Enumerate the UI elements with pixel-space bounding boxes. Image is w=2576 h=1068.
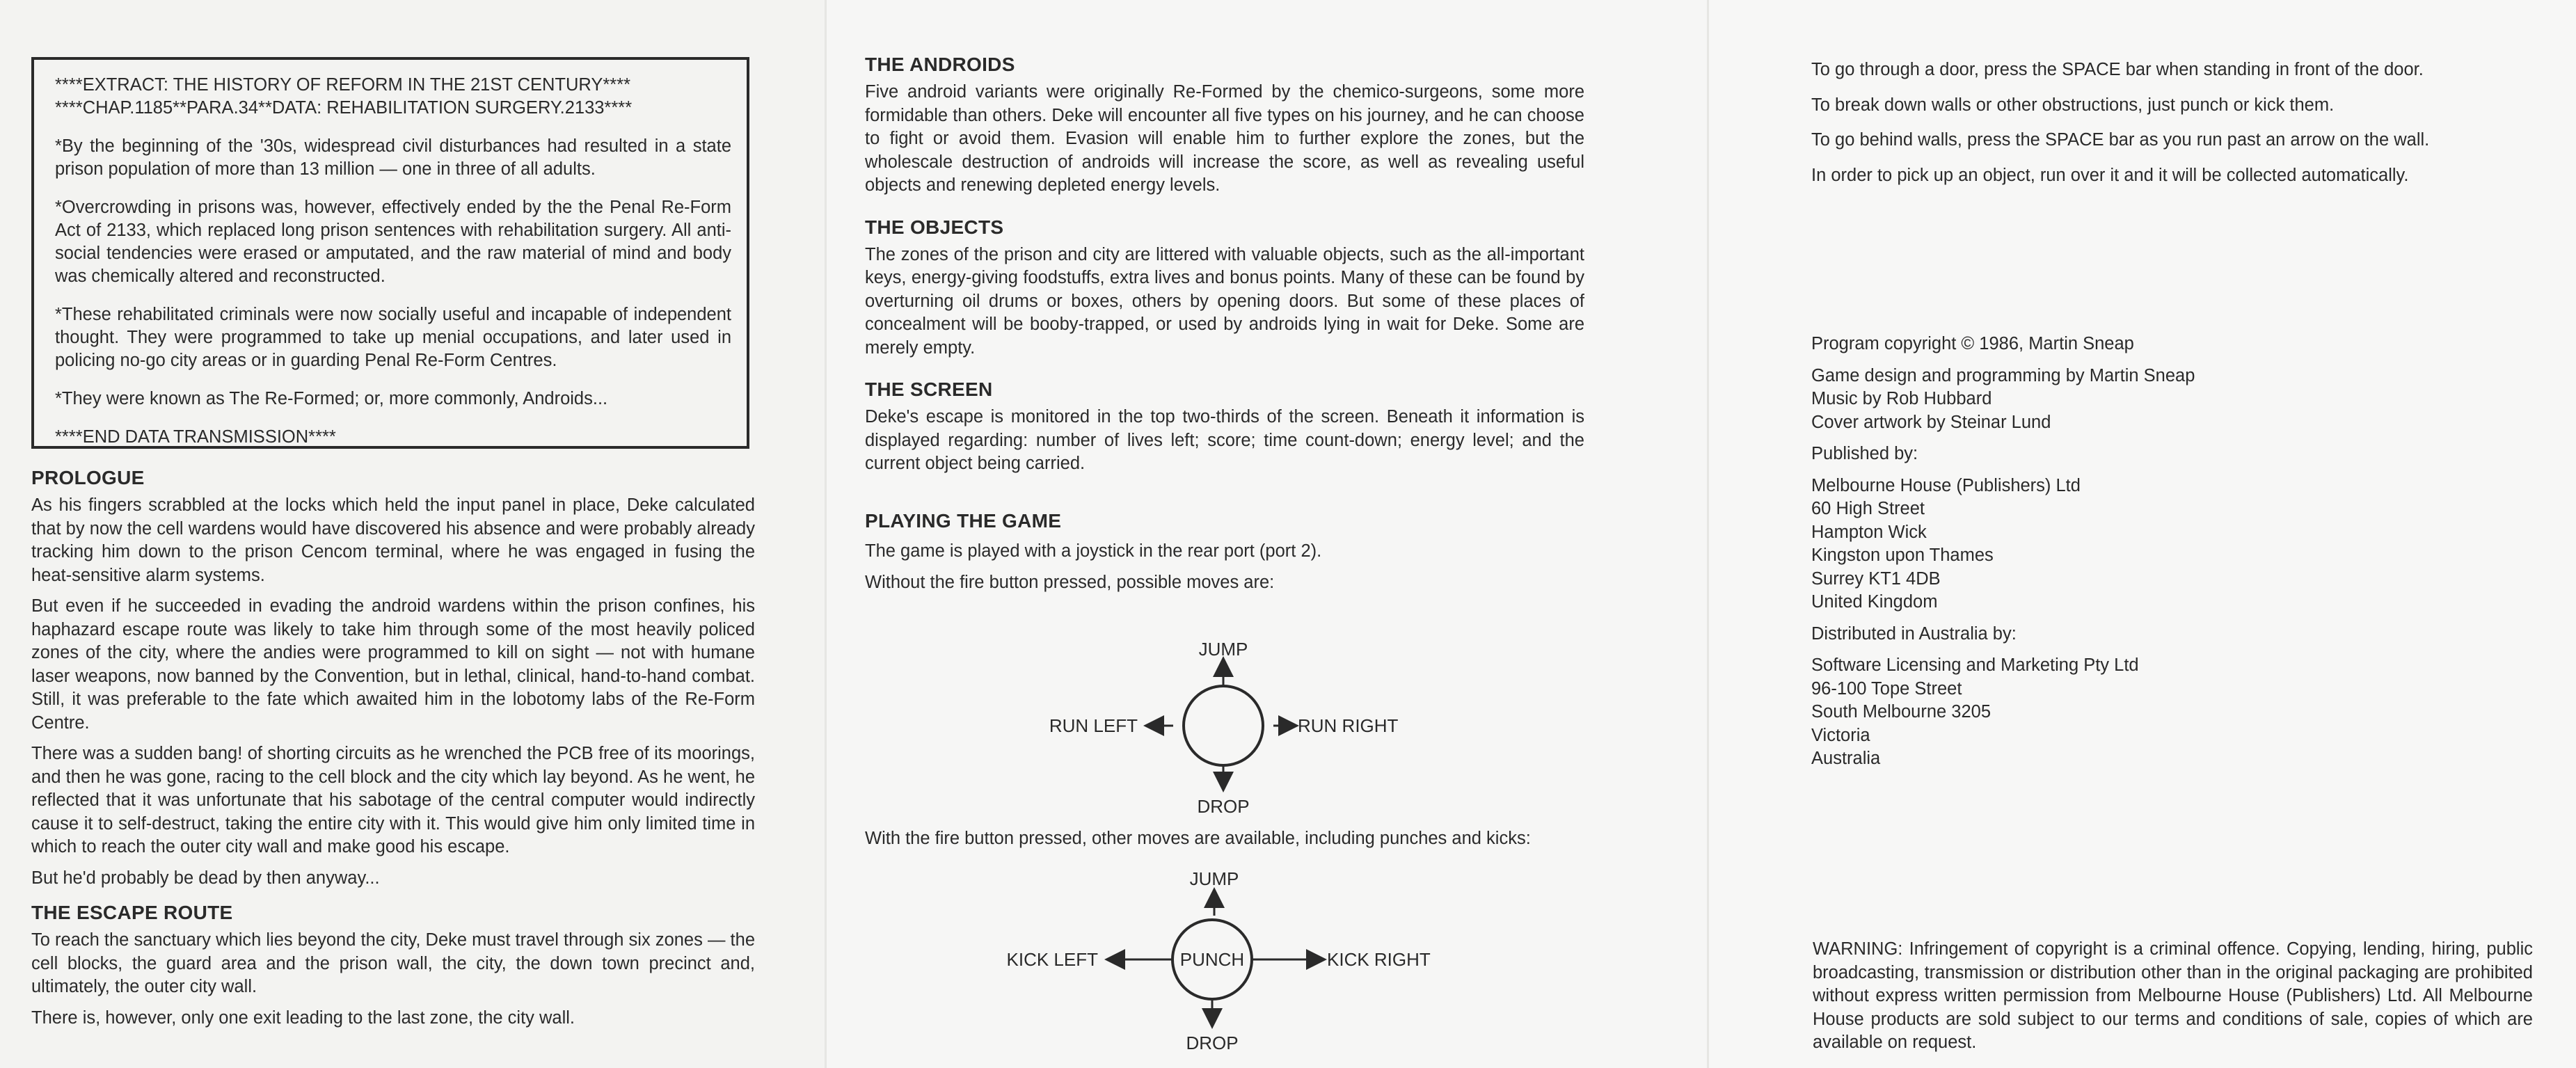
diagram2-center-label: PUNCH bbox=[1179, 949, 1245, 970]
androids-heading: THE ANDROIDS bbox=[865, 54, 1015, 75]
music-credit: Music by Rob Hubbard bbox=[1811, 389, 1992, 408]
publisher-address-line: Surrey KT1 4DB bbox=[1811, 568, 1941, 589]
diagram1-left-label: RUN LEFT bbox=[1049, 715, 1138, 736]
diagram1-down-label: DROP bbox=[1197, 796, 1250, 817]
middle-column bbox=[865, 53, 1584, 603]
extract-paragraph-1: *By the beginning of the '30s, widespread civil disturbances had resulted in a state prison population of more than 13 million — one in three of all adults. bbox=[55, 136, 731, 179]
extract-footer: ****END DATA TRANSMISSION**** bbox=[55, 427, 336, 447]
publisher-address-line: 60 High Street bbox=[1811, 499, 1925, 518]
prologue-paragraph-2: But even if he succeeded in evading the android wardens within the prison confines, his haphazard escape route was likely to take him through some of the most heavily policed zones of the city, where the andies were programmed to kill on sight — not with humane laser weapons, now banned by the Convention, but in lethal, clinical, hand-to-hand combat. Still, it was preferable to the fate which awaited him in the lobotomy labs of the Re-Form Centre. bbox=[31, 596, 755, 733]
diagram1-up-label: JUMP bbox=[1198, 639, 1248, 660]
controls-line-4: In order to pick up an object, run over it and it will be collected automatically. bbox=[1811, 165, 2409, 185]
escape-route-paragraph-1: To reach the sanctuary which lies beyond the city, Deke must travel through six zones — the cell blocks, the guard area and the prison wall, the city, the down town precinct and, ultimately, the outer city wall. bbox=[31, 930, 755, 996]
distributor-address-line: Victoria bbox=[1811, 725, 1870, 745]
fold-line-left bbox=[825, 0, 827, 1068]
copyright-line: Program copyright © 1986, Martin Sneap bbox=[1811, 334, 2134, 353]
extract-header-2: ****CHAP.1185**PARA.34**DATA: REHABILITATION SURGERY.2133**** bbox=[55, 98, 633, 118]
distributor-address-line: South Melbourne 3205 bbox=[1811, 702, 1991, 722]
diagram2-right-label: KICK RIGHT bbox=[1327, 949, 1431, 970]
extract-header-1: ****EXTRACT: THE HISTORY OF REFORM IN THE 21ST CENTURY**** bbox=[55, 75, 631, 95]
credits-block bbox=[1811, 333, 2438, 779]
distributor-address-line: Australia bbox=[1811, 749, 1881, 768]
controls-line-1: To go through a door, press the SPACE bar when standing in front of the door. bbox=[1811, 60, 2424, 79]
playing-heading: PLAYING THE GAME bbox=[865, 509, 1062, 532]
design-credit: Game design and programming by Martin Sneap bbox=[1811, 365, 2195, 385]
screen-paragraph: Deke's escape is monitored in the top two-thirds of the screen. Beneath it information is displayed regarding: number of lives left; score; time count-down; energy level; and the current object being carried. bbox=[865, 407, 1584, 473]
objects-paragraph: The zones of the prison and city are littered with valuable objects, such as the all-important keys, energy-giving foodstuffs, extra lives and bonus points. Many of these can be found by overturning oil drums or boxes, others by opening doors. But some of these places of concealment will be booby-trapped, or used by androids lying in wait for Deke. Some are merely empty. bbox=[865, 244, 1584, 358]
fold-line-right bbox=[1707, 0, 1709, 1068]
publisher-address-line: Kingston upon Thames bbox=[1811, 545, 1994, 565]
playing-paragraph-1: The game is played with a joystick in the rear port (port 2). bbox=[865, 541, 1322, 561]
cover-credit: Cover artwork by Steinar Lund bbox=[1811, 412, 2051, 432]
objects-heading: THE OBJECTS bbox=[865, 216, 1004, 238]
publisher-address-line: United Kingdom bbox=[1811, 592, 1938, 612]
publisher-address-line: Hampton Wick bbox=[1811, 522, 1927, 542]
publisher-address-line: Melbourne House (Publishers) Ltd bbox=[1811, 475, 2081, 495]
androids-paragraph: Five android variants were originally Re-Formed by the chemico-surgeons, some more formidable than others. Deke will encounter all five types on his journey, and he can choose to fight or avoid them. Evasion will enable him to further explore the zones, but the wholescale destruction of androids will increase the score, as well as revealing useful objects and renewing depleted energy levels. bbox=[865, 82, 1584, 195]
joystick-diagram-fire bbox=[988, 864, 1461, 1059]
extract-box bbox=[31, 57, 749, 449]
left-column bbox=[31, 466, 755, 1037]
escape-route-heading: THE ESCAPE ROUTE bbox=[31, 902, 233, 923]
distributed-label: Distributed in Australia by: bbox=[1811, 623, 2017, 644]
distributor-address-line: 96-100 Tope Street bbox=[1811, 678, 1962, 699]
extract-paragraph-2: *Overcrowding in prisons was, however, effectively ended by the the Penal Re-Form Act of 2133, which replaced long prison sentences with rehabilitation surgery. All anti-social tendencies were erased or amputated, and the raw material of mind and body was chemically altered and reconstructed. bbox=[55, 198, 731, 286]
diagram2-left-label: KICK LEFT bbox=[1006, 949, 1098, 970]
published-label: Published by: bbox=[1811, 444, 1918, 463]
prologue-paragraph-3: There was a sudden bang! of shorting circuits as he wrenched the PCB free of its moorings, and then he was gone, racing to the cell block and the city which lay beyond. As he went, he reflected that it was unfortunate that his sabotage of the central computer would indirectly cause it to self-destruct, taking the entire city with it. This would give him only limited time in which to reach the outer city wall and make good his escape. bbox=[31, 744, 755, 856]
extract-paragraph-4: *They were known as The Re-Formed; or, more commonly, Androids... bbox=[55, 389, 608, 408]
right-column-controls bbox=[1811, 58, 2507, 199]
distributor-address-line: Software Licensing and Marketing Pty Ltd bbox=[1811, 655, 2139, 675]
joystick-diagram-basic bbox=[1030, 632, 1420, 821]
prologue-heading: PROLOGUE bbox=[31, 467, 145, 488]
prologue-paragraph-1: As his fingers scrabbled at the locks which held the input panel in place, Deke calculated that by now the cell wardens would have discovered his absence and were probably already tracking him down to the prison Cencom terminal, where he was engaged in fusing the heat-sensitive alarm systems. bbox=[31, 495, 755, 585]
controls-line-2: To break down walls or other obstructions, just punch or kick them. bbox=[1811, 95, 2335, 115]
diagram1-right-label: RUN RIGHT bbox=[1298, 715, 1399, 736]
controls-line-3: To go behind walls, press the SPACE bar as you run past an arrow on the wall. bbox=[1811, 130, 2430, 150]
screen-heading: THE SCREEN bbox=[865, 378, 993, 400]
playing-paragraph-3: With the fire button pressed, other moves are available, including punches and kicks: bbox=[865, 829, 1531, 848]
playing-paragraph-2: Without the fire button pressed, possible moves are: bbox=[865, 573, 1275, 592]
prologue-paragraph-4: But he'd probably be dead by then anyway... bbox=[31, 868, 380, 888]
diagram2-up-label: JUMP bbox=[1189, 868, 1239, 889]
extract-paragraph-3: *These rehabilitated criminals were now socially useful and incapable of independent thought. They were programmed to take up menial occupations, and later used in policing no-go city areas or in guarding Penal Re-Form Centres. bbox=[55, 305, 731, 370]
diagram1-joystick-circle bbox=[1184, 686, 1263, 765]
escape-route-paragraph-2: There is, however, only one exit leading to the last zone, the city wall. bbox=[31, 1007, 575, 1028]
diagram2-down-label: DROP bbox=[1186, 1033, 1239, 1053]
copyright-warning: WARNING: Infringement of copyright is a criminal offence. Copying, lending, hiring, public broadcasting, transmission or distribution other than in the original packaging are prohibited without express written permission from Melbourne House (Publishers) Ltd. All Melbourne House products are sold subject to our terms and conditions of sale, copies of which are available on request. bbox=[1813, 939, 2533, 1052]
